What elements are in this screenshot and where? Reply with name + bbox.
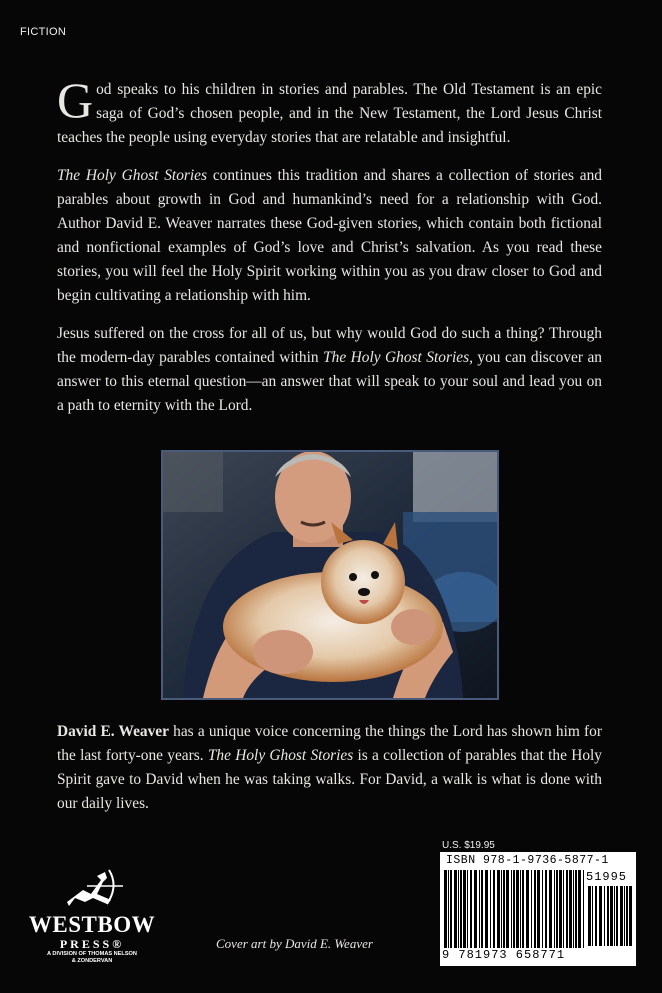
publisher-division-1: A DIVISION OF THOMAS NELSON bbox=[47, 951, 137, 957]
author-name: David E. Weaver bbox=[57, 723, 169, 740]
book-blurb bbox=[57, 72, 602, 432]
blurb-paragraph-3-text-b: , you can discover an answer to this eternal question—an answer that will speak to your soul and lead you on a path to eternity with the Lord. bbox=[57, 349, 602, 414]
blurb-paragraph-3-text-a: Jesus suffered on the cross for all of us, but why would God do such a thing? Through the modern-day parables contained within bbox=[57, 325, 602, 366]
barcode bbox=[440, 852, 636, 966]
book-title-italic: The Holy Ghost Stories bbox=[207, 747, 354, 764]
blurb-paragraph-3 bbox=[57, 322, 602, 418]
publisher-name: WESTBOW bbox=[28, 912, 156, 937]
westbow-archer-logo bbox=[57, 868, 127, 908]
bio-text-1: has a unique voice concerning the things the Lord has shown him for the last forty-one years. bbox=[57, 723, 603, 764]
book-title-italic: The Holy Ghost Stories bbox=[57, 167, 207, 184]
author-photo bbox=[161, 450, 499, 700]
cover-art-credit: Cover art by David E. Weaver bbox=[216, 936, 373, 951]
book-title-italic: The Holy Ghost Stories bbox=[323, 349, 470, 366]
isbn-label: ISBN 978-1-9736-5877-1 bbox=[446, 854, 609, 867]
addon-barcode-bars bbox=[588, 886, 632, 948]
genre-label: FICTION bbox=[20, 26, 67, 38]
addon-number: 51995 bbox=[586, 870, 628, 884]
publisher-logo bbox=[22, 868, 162, 965]
blurb-paragraph-2 bbox=[57, 164, 602, 308]
price-label: U.S. $19.95 bbox=[442, 840, 495, 851]
drop-cap: G bbox=[57, 72, 94, 128]
blurb-paragraph-1-text: od speaks to his children in stories and parables. The Old Testament is an epic saga of God’s chosen people, and in the New Testament, the Lord Jesus Christ teaches the people using everyday stories that are relatable and insightful. bbox=[57, 81, 602, 146]
author-bio bbox=[57, 720, 602, 816]
ean-barcode-bars bbox=[444, 870, 584, 950]
blurb-paragraph-1 bbox=[57, 72, 602, 150]
blurb-paragraph-2-text: continues this tradition and shares a collection of stories and parables about growth in God and humankind’s need for a relationship with God. Author David E. Weaver narrates these God-given stories, which contain both fictional and nonfictional examples of God’s love and Christ’s salvation. As you read these stories, you will feel the Holy Spirit working within you as you draw closer to God and begin cultivating a relationship with him. bbox=[57, 167, 602, 304]
author-with-pomeranian-photo bbox=[163, 452, 497, 698]
bio-text-2: is a collection of parables that the Holy Spirit gave to David when he was taking walks. For David, a walk is what is done with our daily lives. bbox=[57, 747, 602, 812]
barcode-number: 9 781973 658771 bbox=[442, 948, 566, 962]
publisher-subname: PRESS® bbox=[59, 937, 125, 951]
publisher-division-2: & ZONDERVAN bbox=[71, 958, 113, 964]
